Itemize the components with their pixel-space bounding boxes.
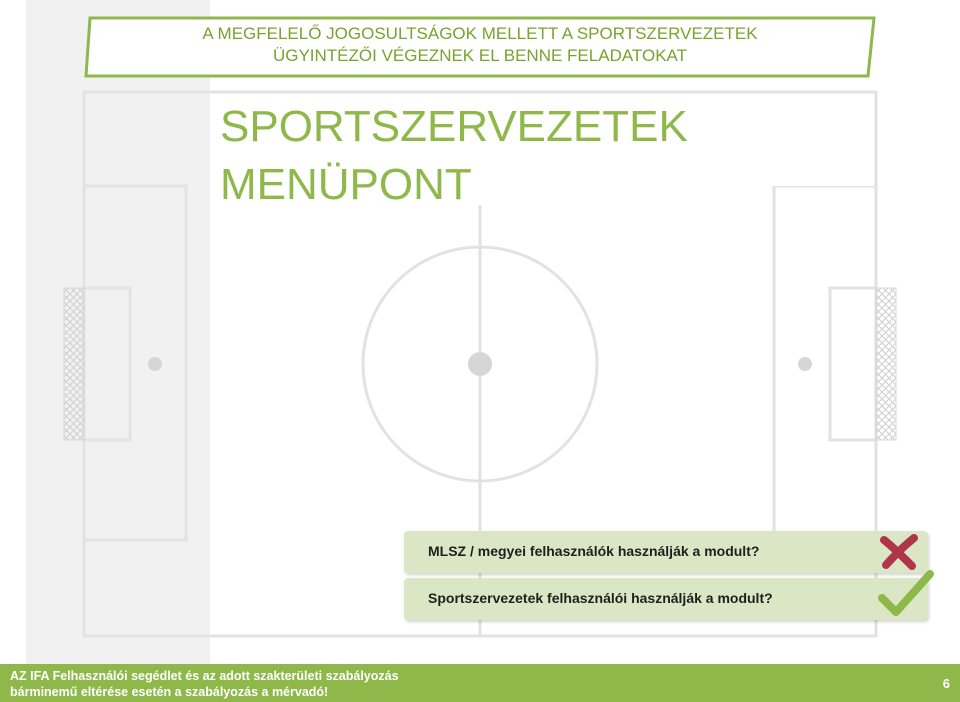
footer-bar <box>0 664 960 702</box>
page-number: 6 <box>942 676 950 691</box>
banner-line-2: ÜGYINTÉZŐI VÉGEZNEK EL BENNE FELADATOKAT <box>272 46 688 65</box>
banner-text <box>84 23 876 67</box>
question-box-sportszervezet <box>404 578 928 620</box>
cross-mark-icon <box>878 534 920 570</box>
header-banner <box>84 16 876 78</box>
question-text: Sportszervezetek felhasználói használják a modult? <box>428 590 773 606</box>
footer-line-1: AZ IFA Felhasználói segédlet és az adott szakterületi szabályozás <box>10 669 399 683</box>
footer-disclaimer <box>10 668 410 700</box>
banner-line-1: A MEGFELELŐ JOGOSULTSÁGOK MELLETT A SPORTSZERVEZETEK <box>202 24 758 43</box>
check-mark-icon <box>878 568 934 620</box>
page-title <box>220 98 688 214</box>
question-text: MLSZ / megyei felhasználók használják a modult? <box>428 543 760 559</box>
footer-line-2: bárminemű eltérése esetén a szabályozás a mérvadó! <box>10 685 329 699</box>
question-box-mlsz <box>404 531 928 573</box>
page-title-line-2: MENÜPONT <box>220 160 472 209</box>
page-title-line-1: SPORTSZERVEZETEK <box>220 102 688 151</box>
